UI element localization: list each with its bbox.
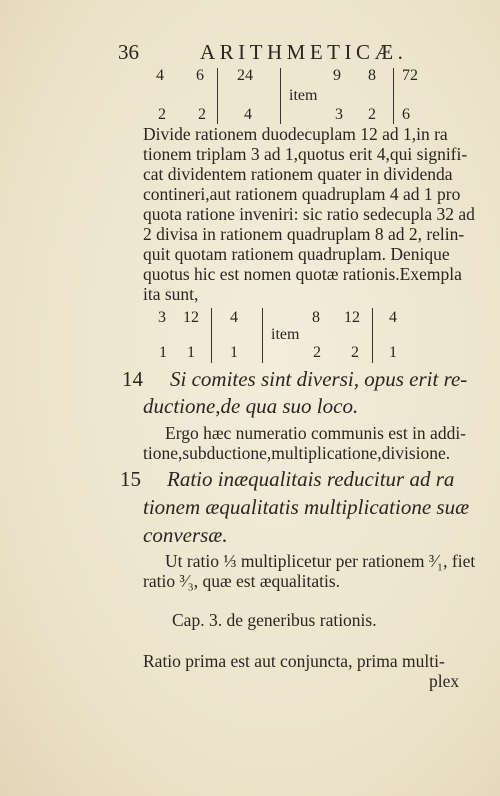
table2-bottom-cell: 2 — [313, 344, 321, 361]
table2-bottom-cell: 1 — [389, 344, 397, 361]
table1-divider — [280, 68, 281, 124]
running-head: ARITHMETICÆ. — [200, 40, 408, 64]
table2-top-cell: 3 — [158, 309, 166, 326]
text-line: tione,subductione,multiplicatione,divisione. — [143, 443, 451, 463]
text-line: ita sunt, — [143, 284, 199, 304]
table1-top-cell: 24 — [237, 67, 253, 84]
table2-divider — [262, 308, 263, 363]
italic-rule-line: conversæ. — [143, 523, 228, 547]
table2-top-cell: 12 — [344, 309, 360, 326]
text-line: contineri,aut rationem quadruplam 4 ad 1 pro — [143, 184, 461, 204]
table2-divider — [211, 308, 212, 363]
italic-rule-line: Ratio inæqualitais reducitur ad ra — [167, 467, 455, 491]
table1-bottom-cell: 3 — [335, 106, 343, 123]
table1-top-cell: 6 — [196, 67, 204, 84]
text-line: tionem triplam 3 ad 1,quotus erit 4,qui signifi- — [143, 144, 468, 164]
text-line: Ratio prima est aut conjuncta, prima multi- — [143, 651, 445, 671]
text-line: cat dividentem rationem quater in dividenda — [143, 164, 453, 184]
table2-bottom-cell: 2 — [351, 344, 359, 361]
table1-bottom-cell: 6 — [402, 106, 410, 123]
italic-rule-line: ductione,de qua suo loco. — [143, 394, 359, 418]
text-line: quota ratione inveniri: sic ratio sedecupla 32 ad — [143, 204, 475, 224]
table2-bottom-cell: 1 — [187, 344, 195, 361]
table1-bottom-cell: 2 — [368, 106, 376, 123]
text-line: quit quotam rationem quadruplam. Denique — [143, 244, 450, 264]
table1-top-cell: 72 — [402, 67, 418, 84]
table1-divider — [217, 68, 218, 124]
table2-top-cell: 4 — [230, 309, 238, 326]
table1-top-cell: 9 — [333, 67, 341, 84]
table2-bottom-cell: 1 — [159, 344, 167, 361]
text-line: Ut ratio ⅓ multiplicetur per rationem ³⁄₁, fiet — [165, 551, 476, 571]
table2-bottom-cell: 1 — [230, 344, 238, 361]
italic-rule-line: Si comites sint diversi, opus erit re- — [170, 367, 468, 391]
page-number: 36 — [118, 40, 139, 64]
table1-divider — [393, 68, 394, 124]
table2-divider — [372, 308, 373, 363]
section-number: 14 — [122, 367, 143, 391]
table1-top-cell: 4 — [156, 67, 164, 84]
text-line: Divide rationem duodecuplam 12 ad 1,in ra — [143, 124, 448, 144]
section-number: 15 — [120, 467, 141, 491]
table2-top-cell: 4 — [389, 309, 397, 326]
italic-rule-line: tionem æqualitatis multiplicatione suæ — [143, 495, 470, 519]
table1-bottom-cell: 2 — [158, 106, 166, 123]
table2-top-cell: 8 — [312, 309, 320, 326]
table1-item-label: item — [289, 87, 318, 104]
table2-item-label: item — [271, 326, 300, 343]
text-line: quotus hic est nomen quotæ rationis.Exempla — [143, 264, 462, 284]
table1-bottom-cell: 2 — [198, 106, 206, 123]
table1-top-cell: 8 — [368, 67, 376, 84]
text-line: plex — [429, 671, 460, 691]
text-line: ratio ³⁄₃, quæ est æqualitatis. — [143, 571, 341, 591]
chapter-heading: Cap. 3. de generibus rationis. — [172, 610, 377, 630]
table2-top-cell: 12 — [183, 309, 199, 326]
text-line: Ergo hæc numeratio communis est in addi- — [165, 423, 467, 443]
text-line: 2 divisa in rationem quadruplam 8 ad 2, relin- — [143, 224, 465, 244]
table1-bottom-cell: 4 — [244, 106, 252, 123]
